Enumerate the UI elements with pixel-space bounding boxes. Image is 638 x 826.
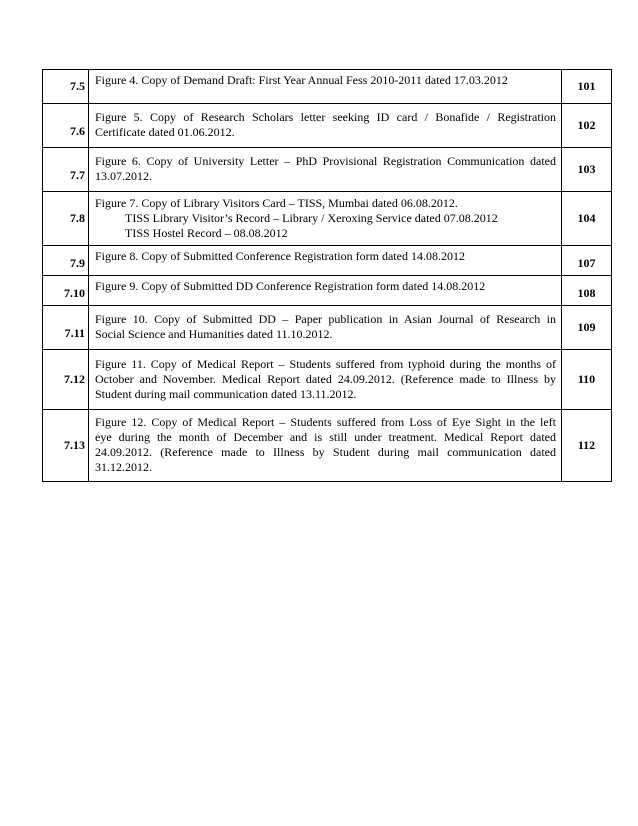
figure-number: 7.7 bbox=[43, 148, 89, 192]
description-line: TISS Library Visitor’s Record – Library / Xeroxing Service dated 07.08.2012 bbox=[125, 210, 498, 225]
figure-description bbox=[89, 276, 562, 306]
page-number: 108 bbox=[562, 276, 612, 306]
description-line: Figure 6. Copy of University Letter – PhD Provisional Registration Communication dated bbox=[95, 154, 556, 168]
page-number: 109 bbox=[562, 306, 612, 350]
description-line: 13.07.2012. bbox=[95, 169, 152, 183]
description-line: Figure 9. Copy of Submitted DD Conference Registration form dated 14.08.2012 bbox=[95, 279, 486, 293]
figure-description bbox=[89, 306, 562, 350]
figure-description bbox=[89, 410, 562, 482]
figure-description bbox=[89, 148, 562, 192]
description-line: Figure 11. Copy of Medical Report – Students suffered from typhoid during the months of bbox=[95, 356, 556, 371]
description-line: Social Science and Humanities dated 11.10.2012. bbox=[95, 327, 333, 341]
description-line: Figure 5. Copy of Research Scholars letter seeking ID card / Bonafide / Registration bbox=[95, 110, 556, 124]
description-line: 24.09.2012. (Reference made to Illness by Student during mail communication dated bbox=[95, 445, 556, 459]
figure-description bbox=[89, 350, 562, 410]
table-row bbox=[43, 350, 612, 410]
figure-number: 7.5 bbox=[43, 70, 89, 104]
figure-list-table bbox=[42, 69, 612, 482]
description-line: Figure 7. Copy of Library Visitors Card – TISS, Mumbai dated 06.08.2012. bbox=[95, 195, 458, 210]
figure-description bbox=[89, 70, 562, 104]
page-number: 104 bbox=[562, 192, 612, 246]
description-line: eye during the month of December and is still under treatment. Medical Report dated bbox=[95, 430, 556, 444]
table-row bbox=[43, 410, 612, 482]
figure-list-body bbox=[43, 70, 612, 482]
table-row bbox=[43, 246, 612, 276]
figure-description bbox=[89, 246, 562, 276]
table-row bbox=[43, 306, 612, 350]
table-row bbox=[43, 148, 612, 192]
description-line: TISS Hostel Record – 08.08.2012 bbox=[125, 225, 288, 240]
page-number: 107 bbox=[562, 246, 612, 276]
table-row bbox=[43, 276, 612, 306]
description-line: Figure 12. Copy of Medical Report – Students suffered from Loss of Eye Sight in the left bbox=[95, 415, 556, 429]
description-line: October and November. Medical Report dated 24.09.2012. (Reference made to Illness by bbox=[95, 371, 556, 386]
figure-description bbox=[89, 192, 562, 246]
figure-number: 7.6 bbox=[43, 104, 89, 148]
description-line: 31.12.2012. bbox=[95, 460, 152, 474]
page-number: 102 bbox=[562, 104, 612, 148]
figure-number: 7.11 bbox=[43, 306, 89, 350]
figure-number: 7.8 bbox=[43, 192, 89, 246]
figure-number: 7.12 bbox=[43, 350, 89, 410]
page-number: 110 bbox=[562, 350, 612, 410]
description-line: Figure 10. Copy of Submitted DD – Paper publication in Asian Journal of Research in bbox=[95, 312, 556, 326]
table-row bbox=[43, 70, 612, 104]
table-row bbox=[43, 104, 612, 148]
page-number: 112 bbox=[562, 410, 612, 482]
description-line: Student during mail communication dated 13.11.2012. bbox=[95, 386, 357, 401]
description-line: Certificate dated 01.06.2012. bbox=[95, 125, 235, 139]
page-number: 101 bbox=[562, 70, 612, 104]
description-line: Figure 4. Copy of Demand Draft: First Year Annual Fess 2010-2011 dated 17.03.2012 bbox=[95, 73, 508, 87]
figure-description bbox=[89, 104, 562, 148]
figure-number: 7.9 bbox=[43, 246, 89, 276]
description-line: Figure 8. Copy of Submitted Conference Registration form dated 14.08.2012 bbox=[95, 249, 465, 263]
page-number: 103 bbox=[562, 148, 612, 192]
figure-number: 7.13 bbox=[43, 410, 89, 482]
figure-number: 7.10 bbox=[43, 276, 89, 306]
table-row bbox=[43, 192, 612, 246]
